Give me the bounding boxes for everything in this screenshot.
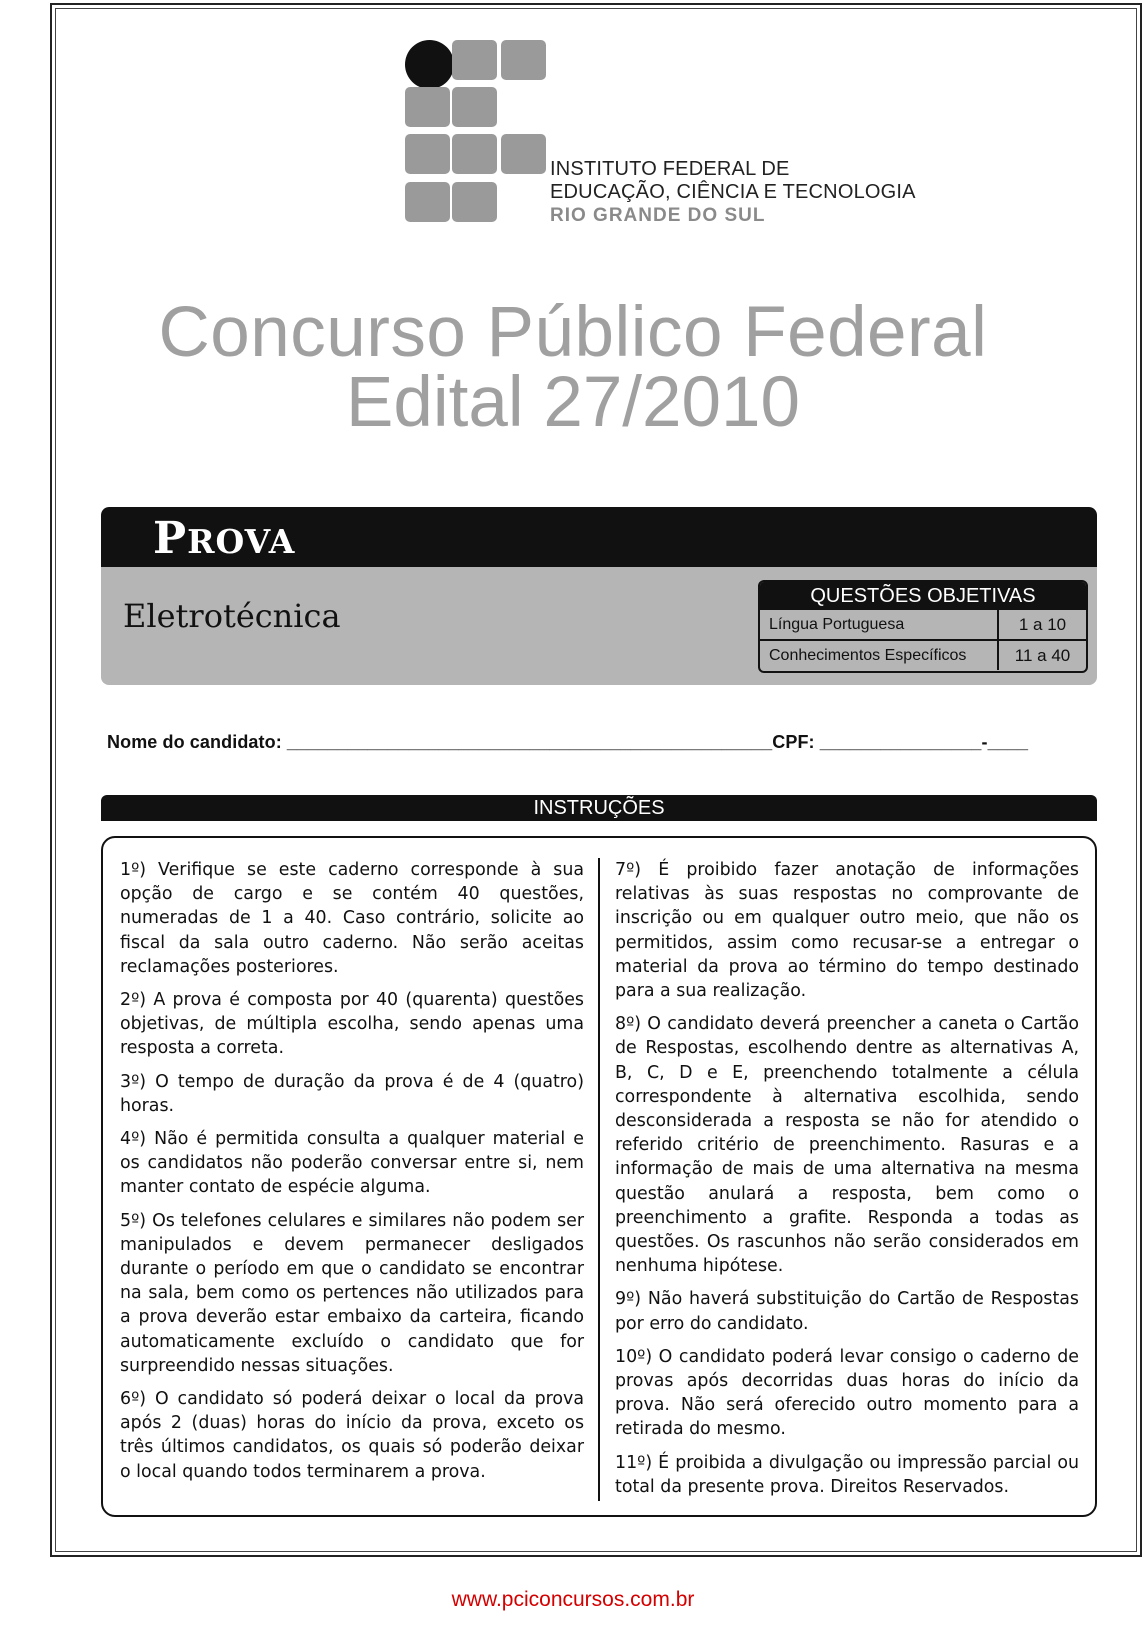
instructions-right-column xyxy=(615,858,1079,1508)
table-row xyxy=(760,610,1086,641)
row-subject: Língua Portuguesa xyxy=(769,616,905,633)
edital-number: Edital 27/2010 xyxy=(346,363,800,442)
instructions-header: INSTRUÇÕES xyxy=(101,795,1097,821)
table-row xyxy=(760,641,1086,670)
instruction-item: 7º) É proibido fazer anotação de informações relativas às suas respostas no comprovante de inscrição ou em qualquer outro meio, que não os permitidos, assim como recusar-se a entregar o material da prova ao término do tempo destinado para a sua realização. xyxy=(615,860,1079,1002)
instruction-item: 2º) A prova é composta por 40 (quarenta) questões objetivas, de múltipla escolha, sendo apenas uma resposta a correta. xyxy=(120,990,584,1059)
candidate-name-field[interactable]: ________________________________________________ xyxy=(286,732,773,752)
contest-title: Concurso Público Federal xyxy=(158,293,988,372)
instruction-item: 6º) O candidato só poderá deixar o local da prova após 2 (duas) horas do início da prova, exceto os três últimos candidatos, os quais só poderão deixar o local quando todos terminarem a prova. xyxy=(120,1389,584,1482)
exam-header-box xyxy=(101,507,1097,685)
instructions-left-column xyxy=(120,858,584,1493)
instruction-item: 4º) Não é permitida consulta a qualquer material e os candidatos não poderão conversar entre si, nem manter contato de espécie alguma. xyxy=(120,1129,584,1198)
instruction-item: 9º) Não haverá substituição do Cartão de Respostas por erro do candidato. xyxy=(615,1289,1079,1334)
instruction-item: 1º) Verifique se este caderno corresponde à sua opção de cargo e se contém 40 questões, numeradas de 1 a 40. Caso contrário, solicite ao fiscal da sala outro caderno. Não serão aceitas reclamações posteriores. xyxy=(120,860,584,977)
institute-line-3: RIO GRANDE DO SUL xyxy=(550,205,766,226)
exam-subject: Eletrotécnica xyxy=(123,597,341,635)
institute-name xyxy=(550,158,916,227)
candidate-line xyxy=(107,732,1028,753)
candidate-name-label: Nome do candidato: xyxy=(107,732,282,752)
logo-circle xyxy=(405,40,454,89)
institute-line-2: EDUCAÇÃO, CIÊNCIA E TECNOLOGIA xyxy=(550,181,916,203)
questions-table xyxy=(758,580,1088,673)
row-range: 1 a 10 xyxy=(997,610,1086,639)
questions-table-header: QUESTÕES OBJETIVAS xyxy=(760,582,1086,610)
instruction-item: 8º) O candidato deverá preencher a caneta o Cartão de Respostas, escolhendo dentre as alternativas A, B, C, D e E, preenchendo totalmente a célula correspondente à alternativa escolhida, sendo desconsiderada a resposta se não for atendido o referido critério de preenchimento. Rasuras e a informação de mais de uma alternativa na mesma questão anulará a resposta, bem como o preenchimento a grafite. Responda a todas as questões. Os rascunhos não serão considerados em nenhuma hipótese. xyxy=(615,1014,1079,1277)
instruction-item: 10º) O candidato poderá levar consigo o caderno de provas após decorridas duas horas do início da prova. Não será oferecido outro momento para a retirada do mesmo. xyxy=(615,1346,1079,1440)
footer-url[interactable]: www.pciconcursos.com.br xyxy=(451,1588,695,1611)
instruction-item: 11º) É proibida a divulgação ou impressão parcial ou total da presente prova. Direitos Reservados. xyxy=(615,1452,1079,1497)
column-divider xyxy=(598,858,600,1501)
cpf-field[interactable]: ________________-____ xyxy=(819,732,1029,752)
row-range: 11 a 40 xyxy=(997,641,1086,670)
instruction-item: 3º) O tempo de duração da prova é de 4 (quatro) horas. xyxy=(120,1071,584,1116)
instruction-item: 5º) Os telefones celulares e similares não podem ser manipulados e devem permanecer desligados durante o período em que o candidato se encontrar na sala, bem como os pertences não utilizados para a prova deverão estar embaixo da carteira, ficando automaticamente excluído o candidato que for surpreendido nessas situações. xyxy=(120,1210,584,1376)
exam-header-bar xyxy=(101,507,1097,567)
row-subject: Conhecimentos Específicos xyxy=(769,647,967,664)
exam-label: PROVA xyxy=(153,513,296,564)
institute-line-1: INSTITUTO FEDERAL DE xyxy=(550,158,790,180)
cpf-label: CPF: xyxy=(772,732,815,752)
